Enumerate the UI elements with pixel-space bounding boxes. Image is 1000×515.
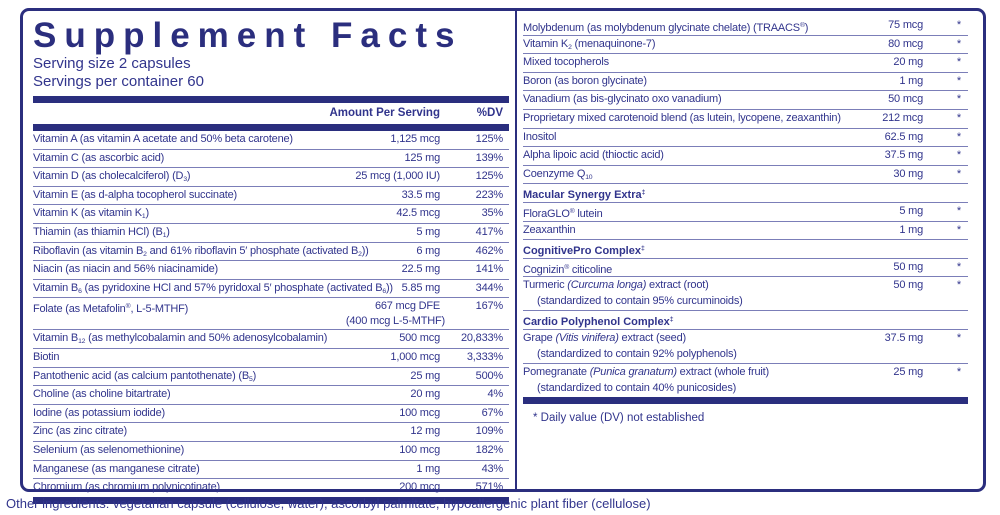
table-column-headers bbox=[33, 103, 509, 124]
table-row bbox=[33, 205, 509, 224]
text-segment: Inositol bbox=[523, 130, 557, 143]
text-segment: (Vitis vinifera) bbox=[555, 331, 619, 344]
daily-value: * bbox=[956, 204, 961, 217]
amount-value: 37.5 mg bbox=[884, 331, 923, 344]
ingredient-name bbox=[523, 240, 645, 260]
text-segment: extract (whole fruit) bbox=[676, 365, 769, 378]
amount-value: 50 mg bbox=[893, 279, 923, 292]
other-ingredients: Other ingredients: vegetarian capsule (cellulose, water), ascorbyl palmitate, hypoallergenic plant fiber (cellulose) bbox=[6, 496, 651, 511]
text-segment: Selenium (as selenomethionine) bbox=[33, 443, 185, 456]
text-segment: 6 bbox=[382, 287, 386, 295]
daily-value: * bbox=[956, 93, 961, 106]
table-row bbox=[33, 280, 509, 299]
text-segment: Molybdenum (as molybdenum glycinate chelate) (TRAACS bbox=[523, 22, 800, 34]
daily-value: 20,833% bbox=[460, 332, 503, 345]
daily-value: * bbox=[956, 223, 961, 236]
text-segment: citicoline bbox=[569, 263, 613, 276]
text-segment: Vitamin B bbox=[33, 281, 79, 294]
text-segment: Zinc (as zinc citrate) bbox=[33, 425, 128, 438]
table-row bbox=[33, 405, 509, 424]
text-segment: Manganese (as manganese citrate) bbox=[33, 462, 200, 475]
ingredient-name bbox=[33, 442, 184, 459]
text-segment: )) bbox=[361, 244, 369, 257]
table-row bbox=[523, 91, 968, 110]
page-title: Supplement Facts bbox=[33, 16, 463, 55]
text-segment: (Punica granatum) bbox=[589, 365, 677, 378]
table-row bbox=[33, 298, 509, 330]
amount-value: 200 mcg bbox=[399, 481, 440, 494]
table-row bbox=[523, 110, 968, 129]
text-segment: Chromium (as chromium polynicotinate) bbox=[33, 481, 220, 494]
text-segment: Biotin bbox=[33, 350, 60, 363]
text-segment: Niacin (as niacin and 56% niacinamide) bbox=[33, 263, 219, 276]
text-segment: Alpha lipoic acid (thioctic acid) bbox=[523, 149, 664, 162]
standardization-note: (standardized to contain 40% punicosides) bbox=[537, 381, 737, 394]
daily-value: * bbox=[956, 37, 961, 50]
daily-value: 43% bbox=[481, 462, 503, 475]
ingredient-name bbox=[33, 280, 393, 300]
right-ingredients-table bbox=[523, 17, 968, 397]
standardization-note: (standardized to contain 95% curcuminoids) bbox=[537, 295, 743, 308]
table-row bbox=[33, 261, 509, 280]
ingredient-name bbox=[33, 461, 200, 478]
ingredient-name bbox=[33, 168, 190, 188]
table-row bbox=[523, 222, 968, 241]
supplement-facts-panel bbox=[20, 8, 986, 492]
table-row bbox=[523, 36, 968, 55]
ingredient-name bbox=[33, 243, 369, 263]
section-header-row bbox=[523, 311, 968, 330]
amount-value: 12 mg bbox=[410, 425, 440, 438]
text-segment: 3 bbox=[183, 176, 187, 184]
text-segment: (Curcuma longa) bbox=[567, 279, 647, 292]
ingredient-name bbox=[33, 368, 256, 388]
table-row bbox=[523, 259, 968, 278]
text-segment: Iodine (as potassium iodide) bbox=[33, 406, 165, 419]
left-ingredients-table bbox=[33, 131, 509, 497]
ingredient-name bbox=[33, 150, 164, 167]
text-segment: Thiamin (as thiamin HCl) (B bbox=[33, 225, 163, 238]
amount-value: 125 mg bbox=[404, 151, 440, 164]
ingredient-name bbox=[33, 349, 59, 366]
table-row bbox=[33, 150, 509, 169]
column-header-amount: Amount Per Serving bbox=[329, 107, 440, 119]
table-row bbox=[33, 442, 509, 461]
amount-value: 5 mg bbox=[416, 225, 440, 238]
section-header-row bbox=[523, 184, 968, 203]
table-row bbox=[33, 479, 509, 497]
daily-value: 141% bbox=[475, 263, 503, 276]
text-segment: Mixed tocopherols bbox=[523, 56, 609, 69]
daily-value: * bbox=[956, 130, 961, 143]
text-segment: (as pyridoxine HCl and 57% pyridoxal 5′ phosphate (activated B bbox=[81, 281, 383, 294]
amount-value: 212 mcg bbox=[882, 111, 923, 124]
daily-value: 500% bbox=[475, 369, 503, 382]
amount-value: 50 mcg bbox=[888, 93, 923, 106]
text-segment: Cognizin bbox=[523, 263, 565, 276]
daily-value: * bbox=[956, 111, 961, 124]
text-segment: Vanadium (as bis-glycinato oxo vanadium) bbox=[523, 93, 722, 106]
text-segment: (menaquinone-7) bbox=[571, 37, 656, 50]
daily-value: 3,333% bbox=[466, 350, 503, 363]
amount-value: 80 mcg bbox=[888, 37, 923, 50]
ingredient-name bbox=[33, 405, 165, 422]
amount-value: 33.5 mg bbox=[401, 188, 440, 201]
amount-value: 50 mg bbox=[893, 260, 923, 273]
standardization-note: (standardized to contain 92% polyphenols) bbox=[537, 347, 737, 360]
daily-value: 125% bbox=[475, 133, 503, 145]
daily-value: 417% bbox=[475, 225, 503, 238]
amount-value: 5 mg bbox=[899, 204, 923, 217]
table-row bbox=[33, 243, 509, 262]
thick-divider-bar bbox=[33, 124, 509, 131]
amount-value: 6 mg bbox=[416, 244, 440, 257]
table-row bbox=[523, 364, 968, 397]
column-divider bbox=[515, 11, 517, 489]
daily-value: 139% bbox=[475, 151, 503, 164]
daily-value: 4% bbox=[487, 388, 503, 401]
text-segment: Proprietary mixed carotenoid blend (as lutein, lycopene, zeaxanthin) bbox=[523, 111, 841, 124]
table-row bbox=[33, 168, 509, 187]
ingredient-name bbox=[523, 17, 808, 37]
dv-footnote: * Daily value (DV) not established bbox=[533, 411, 705, 424]
left-column bbox=[33, 17, 509, 504]
text-segment: Vitamin A (as vitamin A acetate and 50% beta carotene) bbox=[33, 133, 293, 145]
text-segment: 2 bbox=[358, 250, 362, 258]
ingredient-name bbox=[523, 147, 664, 164]
table-row bbox=[33, 330, 509, 349]
amount-value: 1,000 mcg bbox=[390, 350, 440, 363]
daily-value: * bbox=[956, 260, 961, 273]
amount-value: 25 mcg (1,000 IU) bbox=[355, 170, 440, 183]
amount-value: 25 mg bbox=[410, 369, 440, 382]
table-row bbox=[33, 131, 509, 150]
daily-value: 571% bbox=[475, 481, 503, 494]
ingredient-name bbox=[523, 311, 673, 331]
text-segment: ) bbox=[804, 22, 809, 34]
text-segment: 2 bbox=[143, 250, 147, 258]
ingredient-name bbox=[33, 298, 188, 318]
ingredient-name bbox=[523, 184, 645, 204]
ingredient-name bbox=[33, 386, 170, 403]
amount-value: 25 mg bbox=[893, 365, 923, 378]
text-segment: Pantothenic acid (as calcium pantothenate) (B bbox=[33, 369, 250, 382]
ingredient-name bbox=[33, 423, 127, 440]
ingredient-name bbox=[33, 187, 237, 204]
amount-value: 100 mcg bbox=[399, 443, 440, 456]
text-segment: Grape bbox=[523, 331, 556, 344]
ingredient-name bbox=[523, 166, 592, 186]
table-row bbox=[523, 166, 968, 185]
amount-value: 1,125 mcg bbox=[390, 133, 440, 145]
ingredient-name bbox=[33, 131, 293, 148]
ingredient-name bbox=[523, 110, 841, 127]
daily-value: 182% bbox=[475, 443, 503, 456]
table-row bbox=[33, 368, 509, 387]
amount-value: 1 mg bbox=[899, 74, 923, 87]
text-segment: Macular Synergy Extra bbox=[523, 189, 642, 202]
text-segment: Boron (as boron glycinate) bbox=[523, 74, 647, 87]
text-segment: 10 bbox=[585, 173, 593, 181]
serving-size: Serving size 2 capsules bbox=[33, 55, 191, 72]
text-segment: ) bbox=[186, 170, 191, 183]
text-segment: (as methylcobalamin and 50% adenosylcobalamin) bbox=[85, 332, 328, 345]
daily-value: 167% bbox=[475, 300, 503, 313]
table-row bbox=[523, 277, 968, 311]
table-row bbox=[523, 147, 968, 166]
daily-value: * bbox=[956, 331, 961, 344]
amount-value: 1 mg bbox=[899, 223, 923, 236]
table-row bbox=[523, 203, 968, 222]
text-segment: Riboflavin (as vitamin B bbox=[33, 244, 144, 257]
amount-value: 5.85 mg bbox=[401, 281, 440, 294]
ingredient-name bbox=[33, 224, 170, 244]
text-segment: Folate (as Metafolin bbox=[33, 303, 126, 316]
amount-value: 1 mg bbox=[416, 462, 440, 475]
text-segment: Vitamin E (as d-alpha tocopherol succinate) bbox=[33, 188, 237, 201]
text-segment: ® bbox=[564, 263, 570, 271]
text-segment: extract (root) bbox=[646, 279, 709, 292]
text-segment: , L-5-MTHF) bbox=[130, 303, 189, 316]
daily-value: 125% bbox=[475, 170, 503, 183]
table-row bbox=[33, 224, 509, 243]
table-row bbox=[523, 129, 968, 148]
text-segment: Zeaxanthin bbox=[523, 223, 576, 236]
daily-value: 223% bbox=[475, 188, 503, 201]
text-segment: Choline (as choline bitartrate) bbox=[33, 388, 171, 401]
amount-value: 30 mg bbox=[893, 167, 923, 180]
text-segment: ® bbox=[799, 22, 805, 29]
text-segment: Coenzyme Q bbox=[523, 167, 586, 180]
text-segment: ‡ bbox=[669, 316, 674, 324]
ingredient-name bbox=[33, 330, 327, 350]
text-segment: and 61% riboflavin 5′ phosphate (activated B bbox=[146, 244, 359, 257]
text-segment: Turmeric bbox=[523, 279, 568, 292]
ingredient-name bbox=[523, 91, 721, 108]
text-segment: ® bbox=[569, 207, 575, 215]
ingredient-name bbox=[523, 203, 602, 223]
daily-value: 67% bbox=[481, 406, 503, 419]
amount-value: 20 mg bbox=[893, 56, 923, 69]
ingredient-name bbox=[523, 54, 609, 71]
text-segment: 12 bbox=[78, 338, 86, 346]
table-row bbox=[33, 423, 509, 442]
text-segment: ‡ bbox=[641, 189, 646, 197]
ingredient-name bbox=[523, 259, 612, 279]
amount-value: 500 mcg bbox=[399, 332, 440, 345]
ingredient-name bbox=[523, 330, 686, 347]
amount-value: 100 mcg bbox=[399, 406, 440, 419]
daily-value: * bbox=[956, 365, 961, 378]
text-segment: 1 bbox=[141, 213, 146, 221]
table-row bbox=[33, 187, 509, 206]
table-row bbox=[33, 349, 509, 368]
daily-value: * bbox=[956, 19, 961, 31]
ingredient-name bbox=[33, 205, 149, 225]
ingredient-name bbox=[523, 277, 709, 294]
ingredient-name bbox=[523, 73, 647, 90]
table-row bbox=[523, 73, 968, 92]
text-segment: Vitamin K bbox=[523, 37, 569, 50]
amount-value: 667 mcg DFE bbox=[374, 300, 440, 313]
text-segment: 5 bbox=[249, 375, 253, 383]
daily-value: * bbox=[956, 56, 961, 69]
daily-value: * bbox=[956, 279, 961, 292]
column-header-dv: %DV bbox=[476, 107, 503, 119]
ingredient-name bbox=[523, 222, 575, 239]
text-segment: ) bbox=[145, 207, 149, 220]
text-segment: FloraGLO bbox=[523, 207, 570, 220]
text-segment: ‡ bbox=[640, 245, 645, 253]
ingredient-name bbox=[523, 129, 556, 146]
daily-value: 344% bbox=[475, 281, 503, 294]
amount-value: 22.5 mg bbox=[401, 263, 440, 276]
daily-value: * bbox=[956, 167, 961, 180]
text-segment: Vitamin K (as vitamin K bbox=[33, 207, 142, 220]
amount-value: 42.5 mcg bbox=[396, 207, 440, 220]
text-segment: ) bbox=[252, 369, 257, 382]
text-segment: Pomegranate bbox=[523, 365, 590, 378]
text-segment: 1 bbox=[162, 231, 167, 239]
thick-divider-bar bbox=[523, 397, 968, 404]
ingredient-name bbox=[523, 36, 655, 56]
text-segment: )) bbox=[385, 281, 393, 294]
thick-divider-bar bbox=[33, 96, 509, 103]
text-segment: Vitamin C (as ascorbic acid) bbox=[33, 151, 165, 164]
text-segment: lutein bbox=[574, 207, 603, 220]
ingredient-name bbox=[523, 364, 769, 381]
table-row bbox=[523, 17, 968, 36]
table-row bbox=[523, 330, 968, 364]
ingredient-name bbox=[33, 479, 220, 496]
table-row bbox=[523, 54, 968, 73]
text-segment: 2 bbox=[568, 43, 572, 51]
text-segment: ) bbox=[166, 225, 170, 238]
daily-value: * bbox=[956, 149, 961, 162]
text-segment: extract (seed) bbox=[618, 331, 686, 344]
text-segment: Vitamin B bbox=[33, 332, 79, 345]
amount-value: 37.5 mg bbox=[884, 149, 923, 162]
servings-per-container: Servings per container 60 bbox=[33, 73, 204, 90]
text-segment: Vitamin D (as cholecalciferol) (D bbox=[33, 170, 184, 183]
table-row bbox=[33, 461, 509, 480]
amount-value: 75 mcg bbox=[888, 19, 923, 31]
daily-value: 109% bbox=[475, 425, 503, 438]
ingredient-name bbox=[33, 261, 218, 278]
amount-value: 20 mg bbox=[410, 388, 440, 401]
text-segment: CognitivePro Complex bbox=[523, 245, 641, 258]
text-segment: ® bbox=[125, 303, 131, 311]
text-segment: Cardio Polyphenol Complex bbox=[523, 316, 670, 329]
daily-value: 35% bbox=[481, 207, 503, 220]
section-header-row bbox=[523, 240, 968, 259]
daily-value: * bbox=[956, 74, 961, 87]
right-column bbox=[523, 11, 968, 424]
amount-value: 62.5 mg bbox=[884, 130, 923, 143]
text-segment: 6 bbox=[78, 287, 82, 295]
daily-value: 462% bbox=[475, 244, 503, 257]
table-row bbox=[33, 386, 509, 405]
amount-second-line: (400 mcg L-5-MTHF) bbox=[345, 315, 445, 328]
